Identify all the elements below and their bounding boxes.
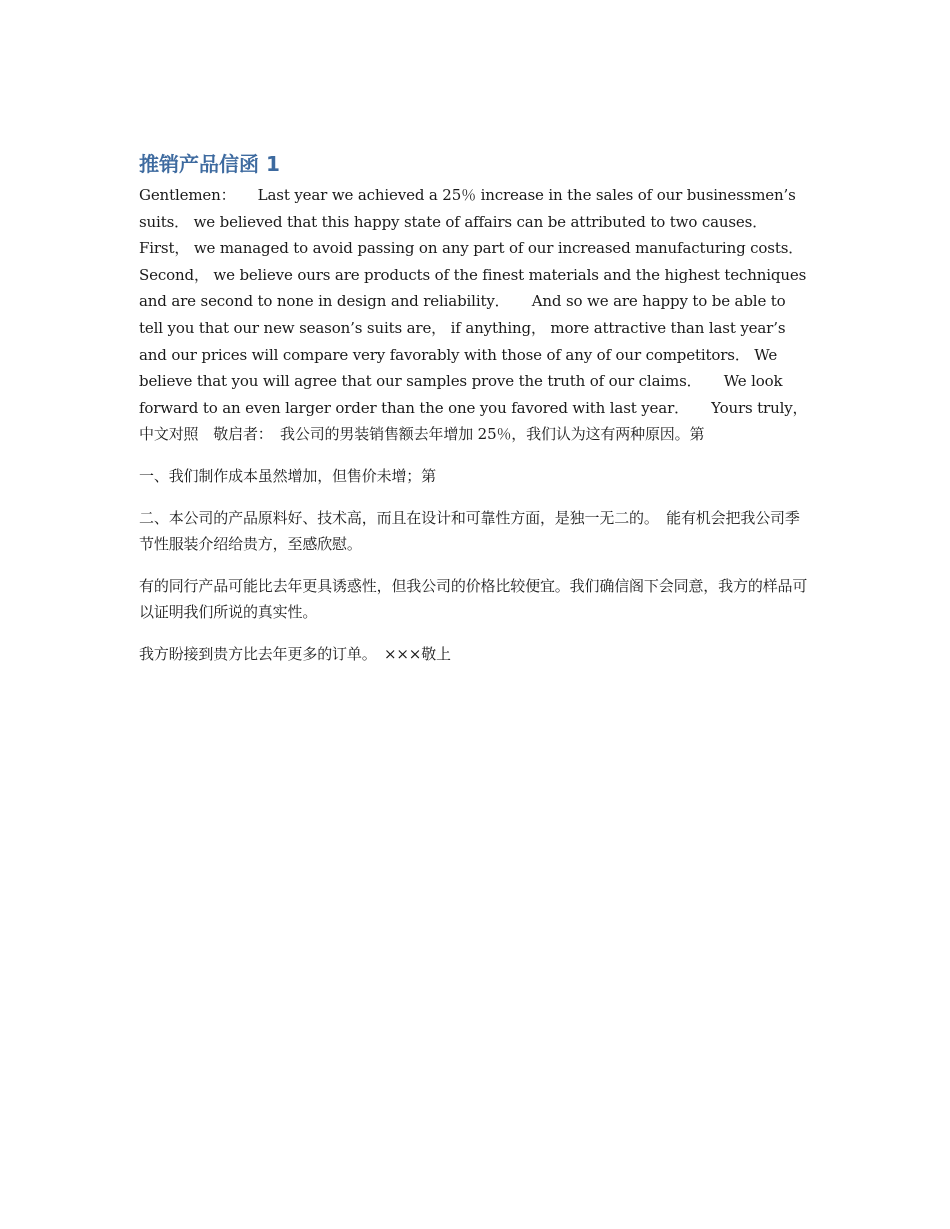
paragraph-english-letter: Gentlemen： Last year we achieved a 25％ increase in the sales of our businessmen’s suits． we believed that this happy state of affairs can be attributed to two causes． First， we managed to avoid passing on any part of our increased manufacturing costs． Second， we believe ours are products of the finest materials and the highest techniques and are second to none in design and reliability． And so we are happy to be able to tell you that our new season’s suits are， if anything， more attractive than last year’s and our prices will compare very favorably with those of any of our competitors． We believe that you will agree that our samples prove the truth of our claims． We look forward to an even larger order than the one you favored with last year． Yours truly， 中文对照 敬启者： 我公司的男装销售额去年增加 25％，我们认为这有两种原因。第 <box>139 186 830 444</box>
document-page <box>139 150 830 683</box>
paragraph-reason-one: 一、我们制作成本虽然增加，但售价未增；第 <box>139 466 437 485</box>
paragraph-reason-two: 二、本公司的产品原料好、技术高，而且在设计和可靠性方面，是独一无二的。 能有机会把我公司季节性服装介绍给贵方，至感欣慰。 <box>139 508 800 554</box>
paragraph-competition: 有的同行产品可能比去年更具诱惑性，但我公司的价格比较便宜。我们确信阁下会同意，我方的样品可以证明我们所说的真实性。 <box>139 576 808 622</box>
document-title: 推销产品信函 1 <box>139 152 280 176</box>
paragraph-closing: 我方盼接到贵方比去年更多的订单。 ×××敬上 <box>139 644 451 663</box>
